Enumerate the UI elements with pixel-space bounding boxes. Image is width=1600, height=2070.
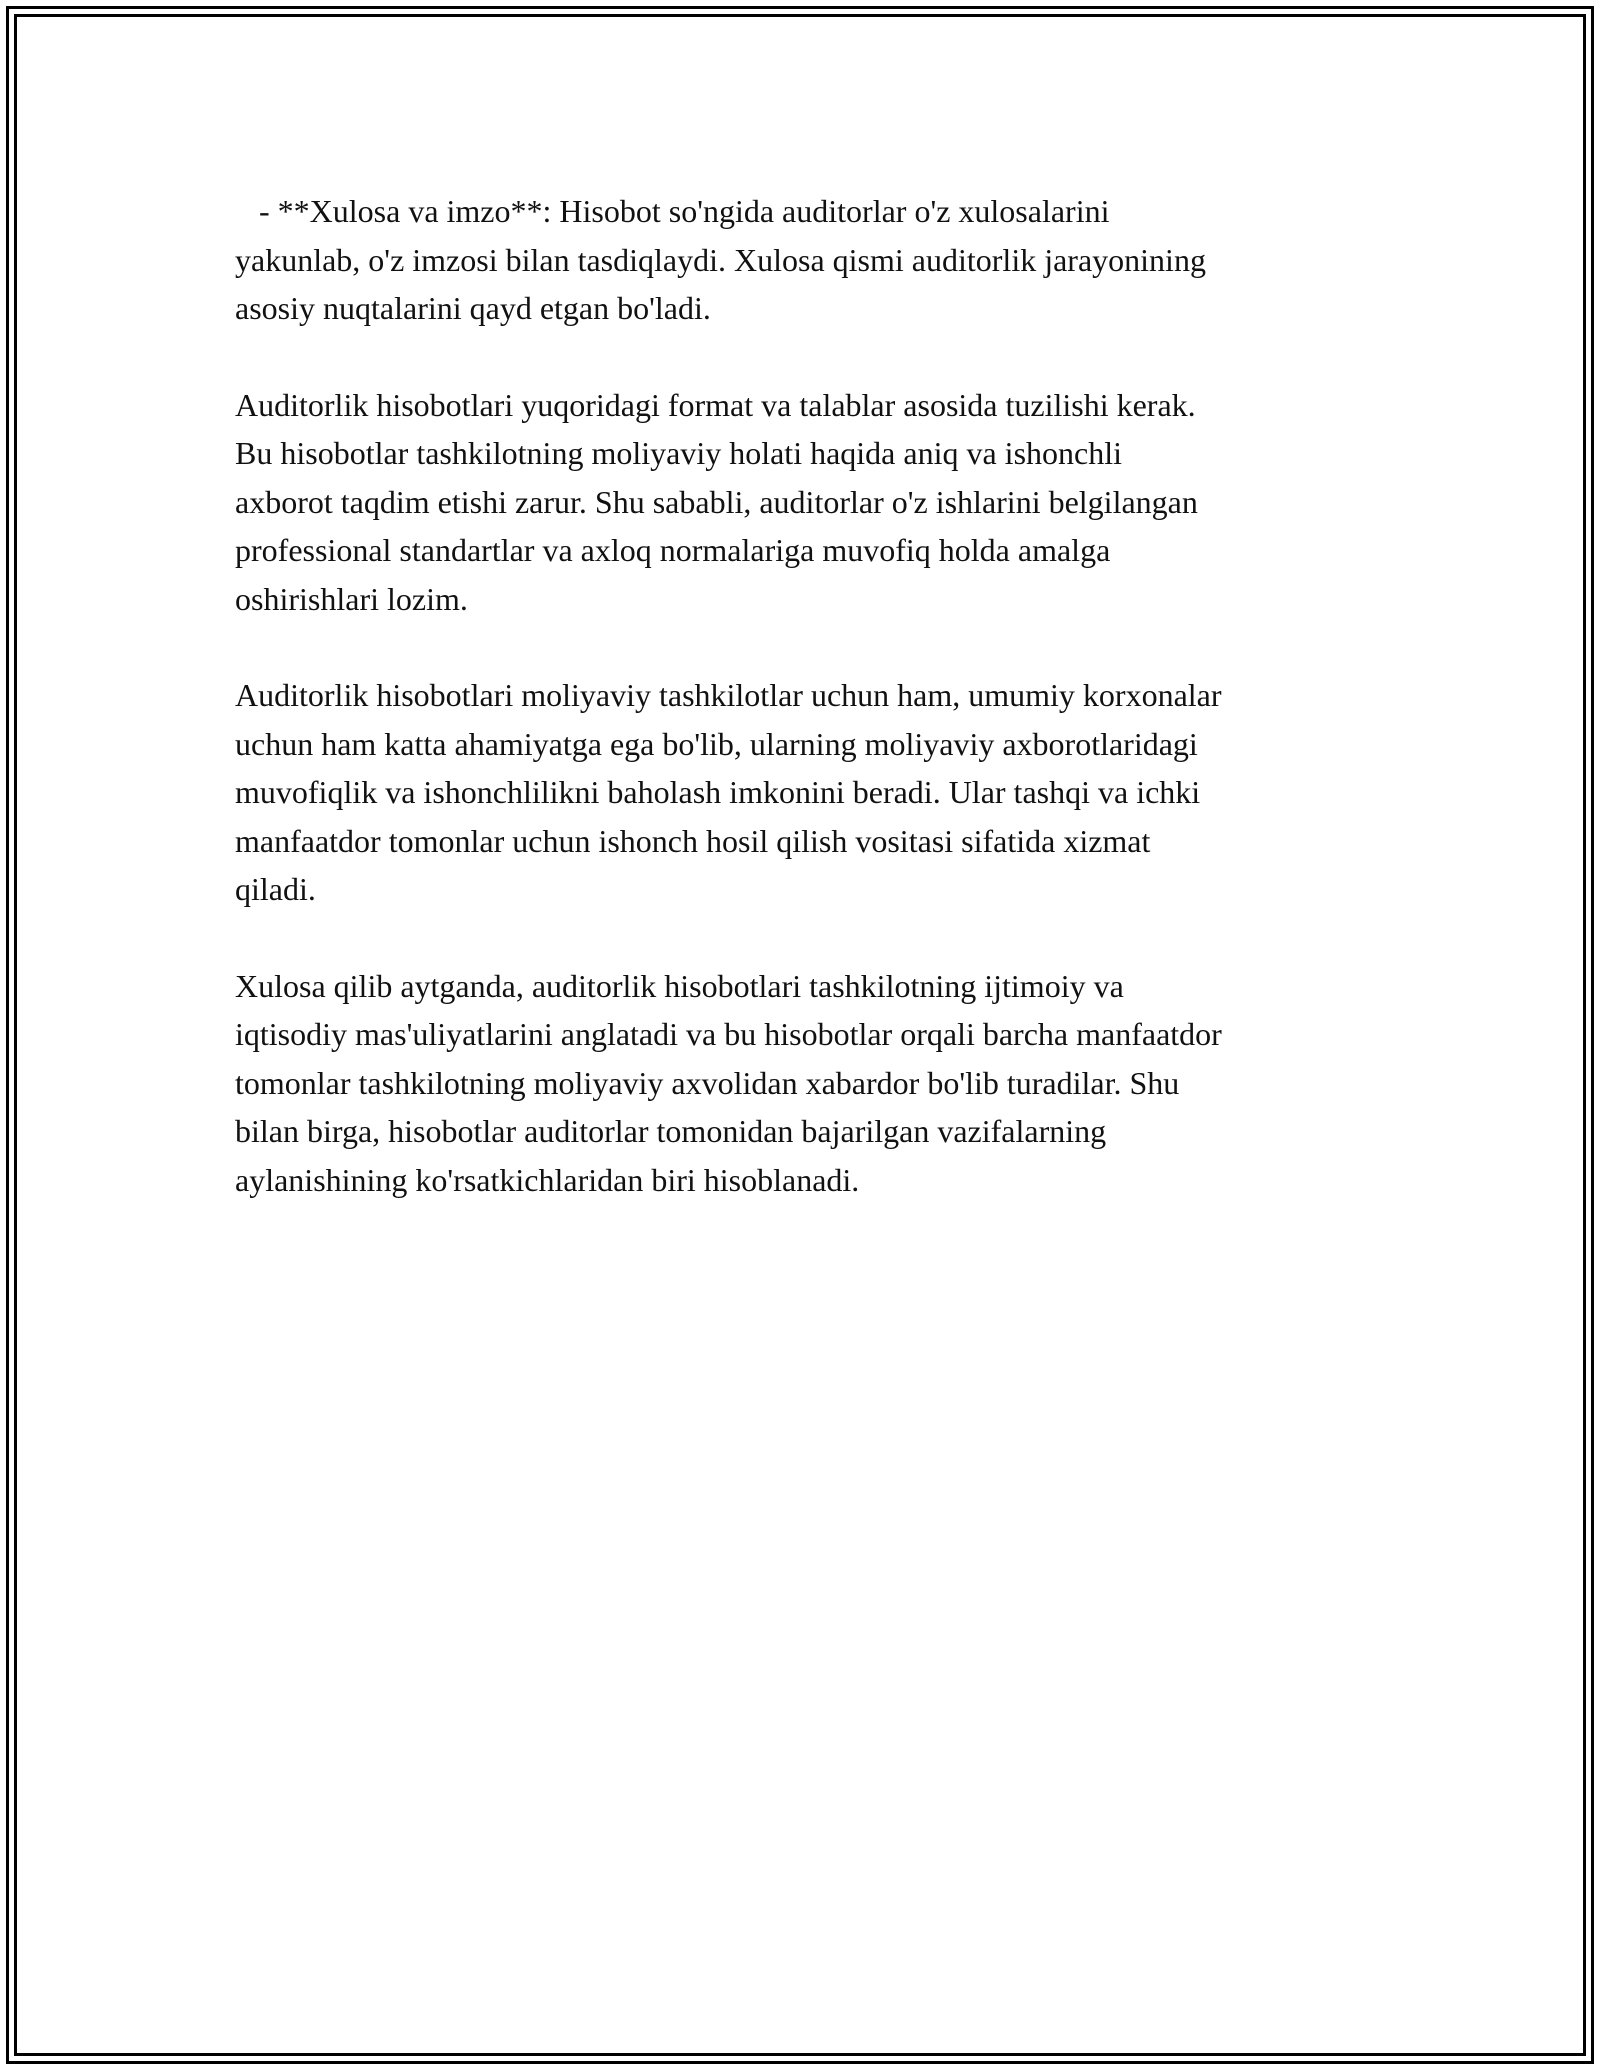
paragraph-final-conclusion: Xulosa qilib aytganda, auditorlik hisobotlari tashkilotning ijtimoiy va iqtisodiy mas'uliyatlarini anglatadi va bu hisobotlar orqali barcha manfaatdor tomonlar tashkilotning moliyaviy axvolidan xabardor bo'lib turadilar. Shu bilan birga, hisobotlar auditorlar tomonidan bajarilgan vazifalarning aylanishining ko'rsatkichlaridan biri hisoblanadi.	[235, 967, 1222, 1198]
paragraph-report-importance: Auditorlik hisobotlari moliyaviy tashkilotlar uchun ham, umumiy korxonalar uchun ham katta ahamiyatga ega bo'lib, ularning moliyaviy axborotlaridagi muvofiqlik va ishonchlilikni baholash imkonini beradi. Ular tashqi va ichki manfaatdor tomonlar uchun ishonch hosil qilish vositasi sifatida xizmat qiladi.	[235, 677, 1222, 907]
paragraph-report-requirements: Auditorlik hisobotlari yuqoridagi format va talablar asosida tuzilishi kerak. Bu hisobotlar tashkilotning moliyaviy holati haqida aniq va ishonchli axborot taqdim etishi zarur. Shu sababli, auditorlar o'z ishlarini belgilangan professional standartlar va axloq normalariga muvofiq holda amalga oshirishlari lozim.	[235, 386, 1198, 617]
document-body	[235, 187, 1370, 1252]
paragraph-conclusion-signature: - **Xulosa va imzo**: Hisobot so'ngida auditorlar o'z xulosalarini yakunlab, o'z imzosi bilan tasdiqlaydi. Xulosa qismi auditorlik jarayonining asosiy nuqtalarini qayd etgan bo'ladi.	[235, 193, 1206, 326]
